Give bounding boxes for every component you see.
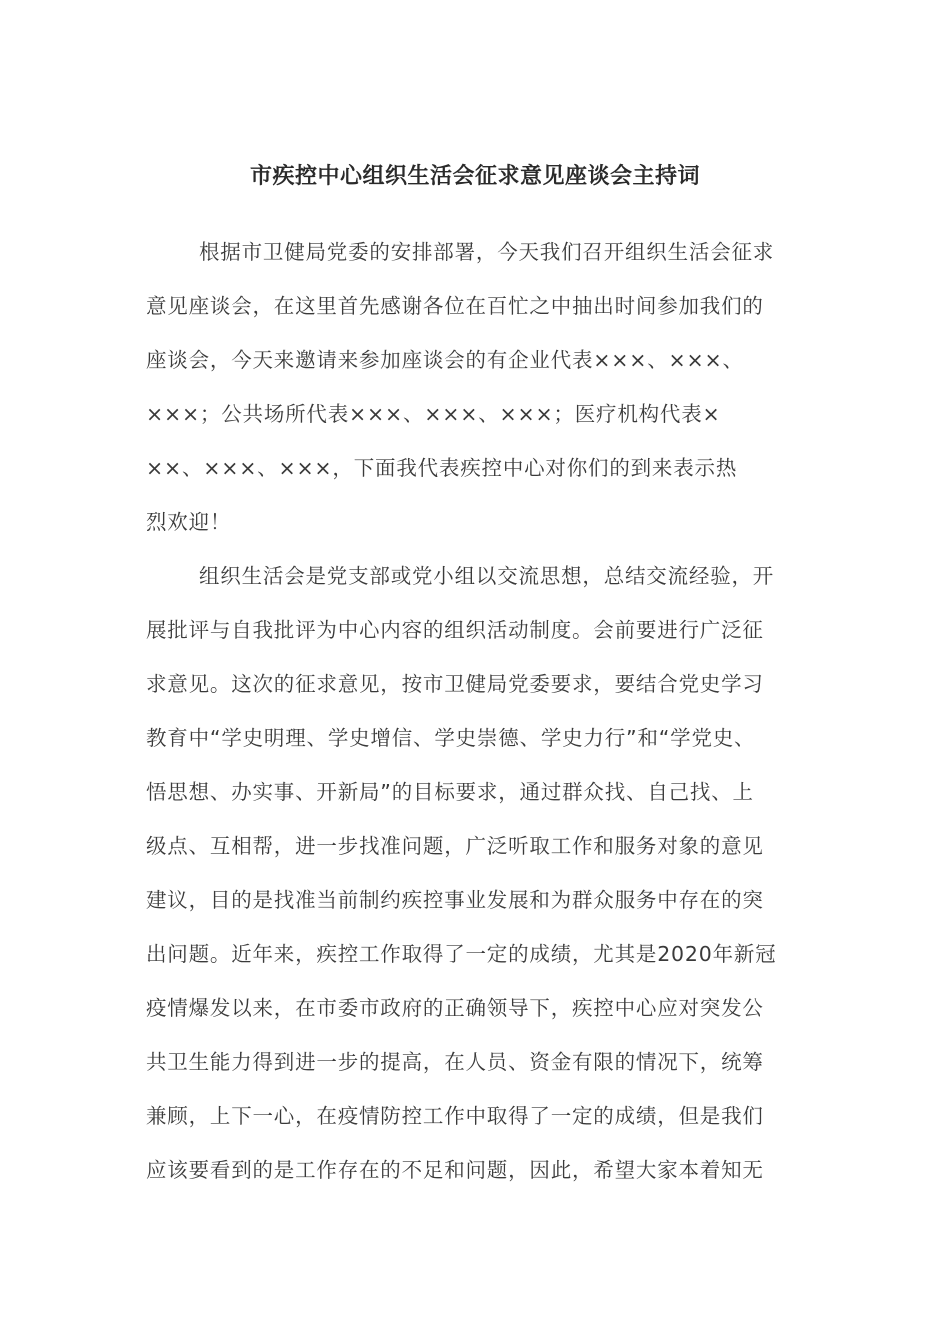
paragraph-line: ××、×××、×××，下面我代表疾控中心对你们的到来表示热 [146,456,738,480]
paragraph-line: 兼顾，上下一心，在疫情防控工作中取得了一定的成绩，但是我们 [146,1104,764,1128]
paragraph-line: 级点、互相帮，进一步找准问题，广泛听取工作和服务对象的意见 [146,834,764,858]
paragraph-line: 教育中“学史明理、学史增信、学史崇德、学史力行”和“学党史、 [146,726,756,750]
paragraph-line: 展批评与自我批评为中心内容的组织活动制度。会前要进行广泛征 [146,618,764,642]
paragraph-line: 应该要看到的是工作存在的不足和问题，因此，希望大家本着知无 [146,1158,764,1182]
paragraph-2 [146,558,806,1206]
paragraph-1 [146,234,806,558]
document-title: 市疾控中心组织生活会征求意见座谈会主持词 [249,163,700,189]
paragraph-line: 烈欢迎！ [146,510,232,534]
paragraph-line: 共卫生能力得到进一步的提高，在人员、资金有限的情况下，统筹 [146,1050,764,1074]
paragraph-line: 出问题。近年来，疾控工作取得了一定的成绩，尤其是2020年新冠 [146,942,777,966]
paragraph-line: 根据市卫健局党委的安排部署，今天我们召开组织生活会征求 [199,240,775,264]
paragraph-line: 组织生活会是党支部或党小组以交流思想，总结交流经验，开 [199,564,775,588]
paragraph-line: 求意见。这次的征求意见，按市卫健局党委要求，要结合党史学习 [146,672,764,696]
paragraph-line: 座谈会，今天来邀请来参加座谈会的有企业代表×××、×××、 [146,348,744,372]
paragraph-line: 建议，目的是找准当前制约疾控事业发展和为群众服务中存在的突 [146,888,764,912]
paragraph-line: 意见座谈会，在这里首先感谢各位在百忙之中抽出时间参加我们的 [146,294,764,318]
paragraph-line: ×××；公共场所代表×××、×××、×××；医疗机构代表× [146,402,721,426]
document-body [146,234,806,1206]
paragraph-line: 悟思想、办实事、开新局”的目标要求，通过群众找、自己找、上 [146,780,754,804]
paragraph-line: 疫情爆发以来，在市委市政府的正确领导下，疾控中心应对突发公 [146,996,764,1020]
